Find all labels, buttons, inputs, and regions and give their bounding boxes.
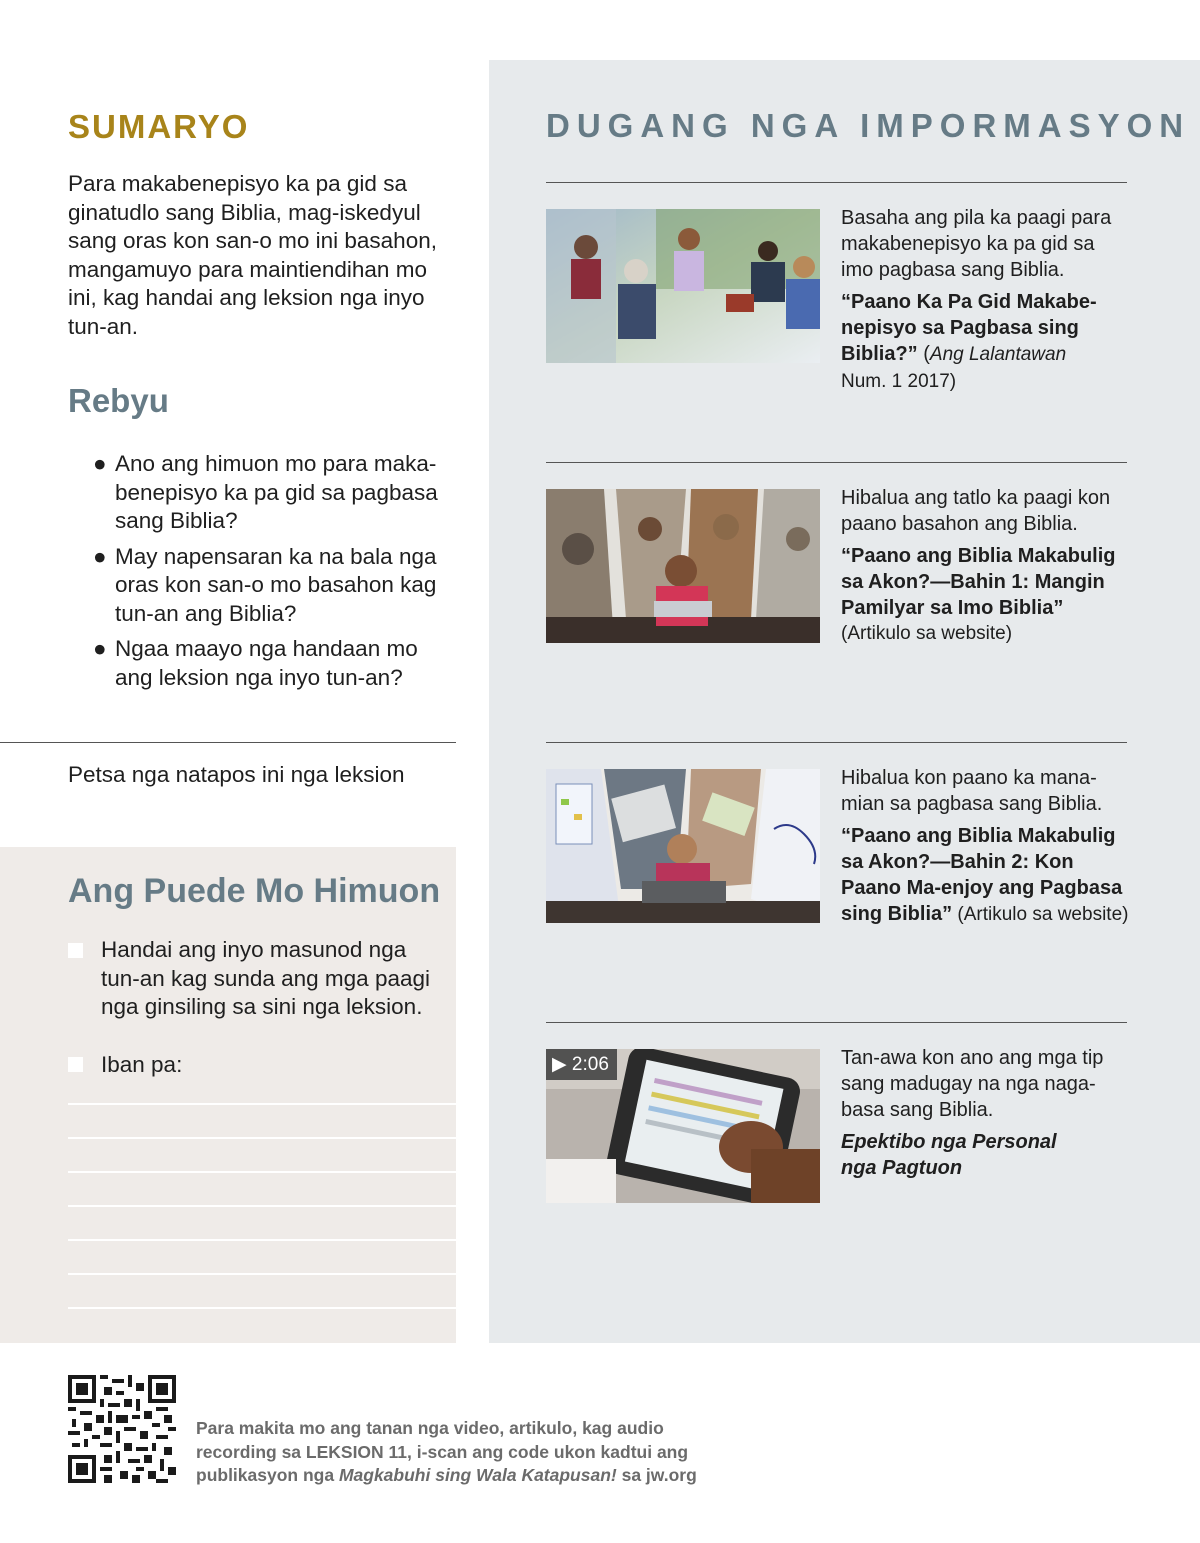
entry-source-issue: Num. 1 2017) <box>841 371 957 392</box>
todo-panel <box>0 847 456 1343</box>
entry-source: ( <box>917 343 930 365</box>
entry-title-link[interactable]: “Paano ang Biblia Makabulig sa Akon?—Bahin 2: Kon Paano Ma-enjoy ang Pagbasa sing Biblia” <box>841 825 1123 925</box>
girl-reading-bible-image[interactable] <box>546 769 820 923</box>
boy-reading-bible-image[interactable] <box>546 489 820 643</box>
summary-heading: SUMARYO <box>68 108 250 145</box>
more-info-entry <box>841 485 1131 647</box>
tablet-bible-study-video[interactable] <box>546 1049 820 1203</box>
entry-source: (Artikulo sa website) <box>841 623 1013 644</box>
entry-description: Basaha ang pila ka paagi para makabenepisyo ka pa gid sa imo pagbasa sang Biblia. <box>841 207 1112 281</box>
todo-other-label: Iban pa: <box>101 1052 183 1077</box>
todo-heading: Ang Puede Mo Himuon <box>68 872 441 910</box>
divider <box>546 742 1127 743</box>
divider <box>546 182 1127 183</box>
entry-source: (Artikulo sa website) <box>952 904 1129 925</box>
summary-body: Para makabenepisyo ka pa gid sa ginatudlo sang Biblia, mag-iskedyul sang oras kon san-o mo ini basahon, mangamuyo para maintiendihan mo ini, kag handai ang leksion nga inyo tun-an. <box>68 171 437 339</box>
more-info-entry <box>841 205 1131 395</box>
review-item: ● Ngaa maayo nga handaan mo ang leksion nga inyo tun-an? <box>93 636 418 690</box>
todo-item-text: Handai ang inyo masunod nga tun-an kag sunda ang mga paagi nga ginsiling sa sini nga leksion. <box>101 937 430 1019</box>
write-line[interactable] <box>68 1239 456 1241</box>
qr-code[interactable] <box>68 1375 176 1483</box>
divider <box>0 742 456 743</box>
divider <box>546 1022 1127 1023</box>
more-info-heading: DUGANG NGA IMPORMASYON <box>546 107 1191 144</box>
video-duration-badge: ▶ 2:06 <box>546 1049 617 1080</box>
write-line[interactable] <box>68 1137 456 1139</box>
review-heading: Rebyu <box>68 382 169 419</box>
entry-title-link[interactable]: “Paano ang Biblia Makabulig sa Akon?—Bahin 1: Mangin Pamilyar sa Imo Biblia” <box>841 545 1116 619</box>
completion-date-label: Petsa nga natapos ini nga leksion <box>68 762 405 787</box>
write-line[interactable] <box>68 1205 456 1207</box>
footer-note: Para makita mo ang tanan nga video, artikulo, kag audio recording sa LEKSION 11, i-scan ang code ukon kadtui ang publikasyon nga Magkabuhi sing Wala Katapusan! sa jw.org <box>196 1418 697 1485</box>
write-line[interactable] <box>68 1171 456 1173</box>
play-icon: ▶ <box>552 1054 567 1075</box>
write-line[interactable] <box>68 1103 456 1105</box>
more-info-entry <box>841 1045 1131 1181</box>
review-item: ● Ano ang himuon mo para maka-benepisyo ka pa gid sa pagbasa sang Biblia? <box>93 451 438 533</box>
entry-title-link[interactable]: Epektibo nga Personal nga Pagtuon <box>841 1131 1057 1179</box>
entry-description: Hibalua kon paano ka mana-mian sa pagbasa sang Biblia. <box>841 767 1103 815</box>
todo-checkbox[interactable] <box>68 943 83 958</box>
todo-checkbox-other[interactable] <box>68 1057 83 1072</box>
review-item: ● May napensaran ka na bala nga oras kon san-o mo basahon kag tun-an ang Biblia? <box>93 543 437 626</box>
publication-title: Magkabuhi sing Wala Katapusan! <box>338 1465 617 1485</box>
more-info-entry <box>841 765 1131 928</box>
write-line[interactable] <box>68 1307 456 1309</box>
entry-description: Tan-awa kon ano ang mga tip sang madugay na nga naga-basa sang Biblia. <box>841 1047 1104 1121</box>
divider <box>546 462 1127 463</box>
entry-title-link[interactable]: “Paano Ka Pa Gid Makabe-nepisyo sa Pagbasa sing Biblia?” <box>841 291 1097 365</box>
write-line[interactable] <box>68 1273 456 1275</box>
entry-description: Hibalua ang tatlo ka paagi kon paano basahon ang Biblia. <box>841 487 1111 535</box>
review-list <box>93 450 458 699</box>
family-reading-bible-outdoors-image[interactable] <box>546 209 820 363</box>
entry-source-publication: Ang Lalantawan <box>929 344 1067 365</box>
